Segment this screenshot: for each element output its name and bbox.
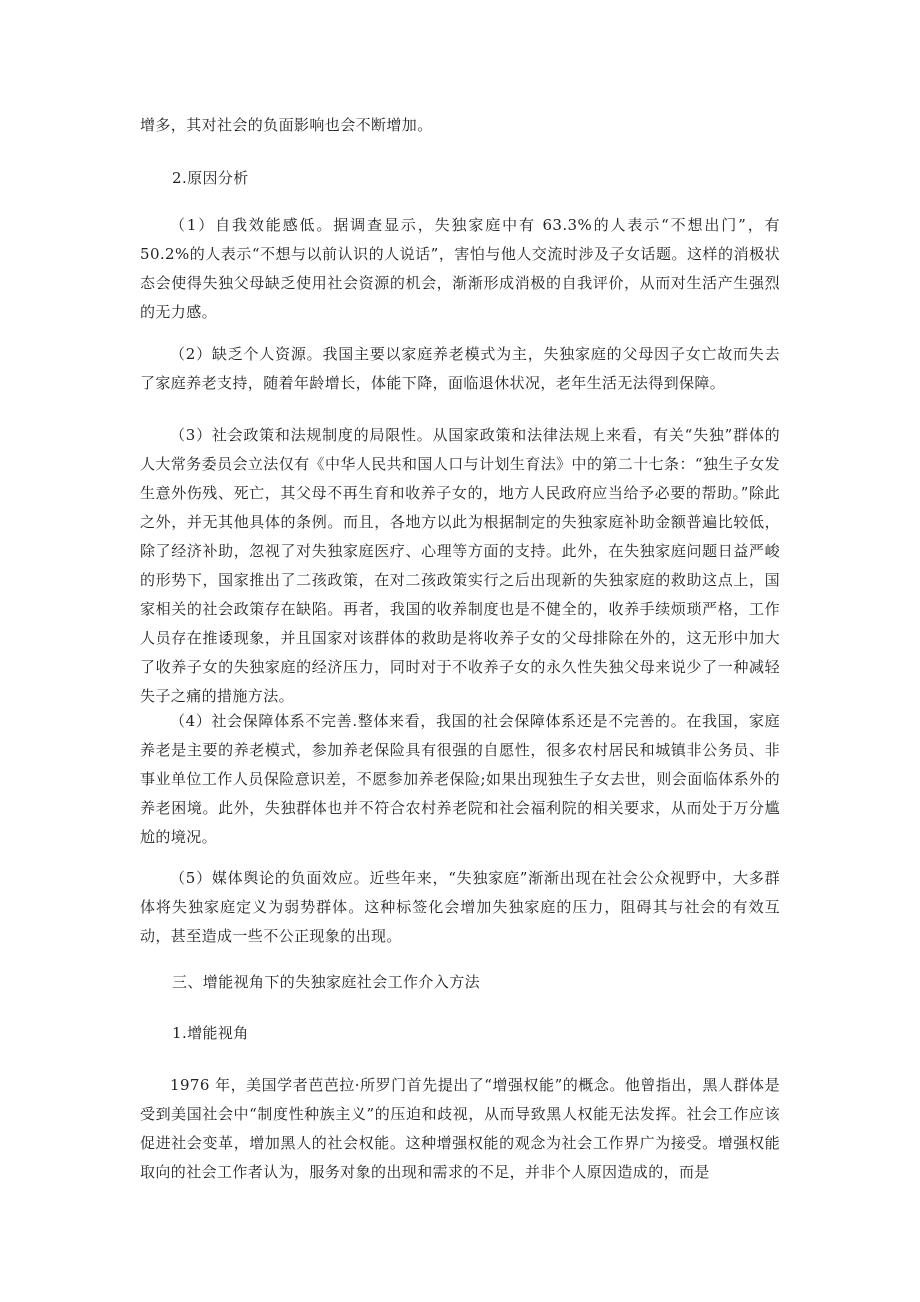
subheading-empowerment: 1.增能视角 xyxy=(172,1024,249,1042)
section-heading-causes: 2.原因分析 xyxy=(172,169,249,187)
paragraph-empowerment-concept: 1976 年，美国学者芭芭拉·所罗门首先提出了“增强权能”的概念。他曾指出，黑人群体是受到美国社会中“制度性种族主义”的压迫和歧视，从而导致黑人权能无法发挥。社会工作应该促进社会变革，增加黑人的社会权能。这种增强权能的观念为社会工作界广为接受。增强权能取向的社会工作者认为，服务对象的出现和需求的不足，并非个人原因造成的，而是 xyxy=(140,1076,780,1181)
paragraph-media-effect: （5）媒体舆论的负面效应。近些年来，“失独家庭”渐渐出现在社会公众视野中，大多群体将失独家庭定义为弱势群体。这种标签化会增加失独家庭的压力，阻碍其与社会的有效互动，甚至造成一些不公正现象的出现。 xyxy=(140,869,780,945)
section-heading-intervention: 三、增能视角下的失独家庭社会工作介入方法 xyxy=(172,973,481,991)
paragraph-policy-limitations: （3）社会政策和法规制度的局限性。从国家政策和法律法规上来看，有关“失独”群体的人大常务委员会立法仅有《中华人民共和国人口与计划生育法》中的第二十七条：“独生子女发生意外伤残、死亡，其父母不再生育和收养子女的，地方人民政府应当给予必要的帮助。”除此之外，并无其他具体的条例。而且，各地方以此为根据制定的失独家庭补助金额普遍比较低，除了经济补助，忽视了对失独家庭医疗、心理等方面的支持。此外，在失独家庭问题日益严峻的形势下，国家推出了二孩政策，在对二孩政策实行之后出现新的失独家庭的救助这点上，国家相关的社会政策存在缺陷。再者，我国的收养制度也是不健全的，收养手续烦琐严格，工作人员存在推诿现象，并且国家对该群体的救助是将收养子女的父母排除在外的，这无形中加大了收养子女的失独家庭的经济压力，同时对于不收养子女的永久性失独父母来说少了一种减轻失子之痛的措施方法。 xyxy=(140,426,780,705)
continuation-paragraph: 增多，其对社会的负面影响也会不断增加。 xyxy=(140,116,433,134)
paragraph-personal-resources: （2）缺乏个人资源。我国主要以家庭养老模式为主，失独家庭的父母因子女亡故而失去了家庭养老支持，随着年龄增长，体能下降，面临退休状况，老年生活无法得到保障。 xyxy=(140,345,780,392)
paragraph-self-efficacy: （1）自我效能感低。据调查显示，失独家庭中有 63.3%的人表示“不想出门”，有 50.2%的人表示“不想与以前认识的人说话”，害怕与他人交流时涉及子女话题。这样的消极状态会使得失独父母缺乏使用社会资源的机会，渐渐形成消极的自我评价，从而对生活产生强烈的无力感。 xyxy=(140,216,780,321)
paragraph-social-security: （4）社会保障体系不完善.整体来看，我国的社会保障体系还是不完善的。在我国，家庭养老是主要的养老模式，参加养老保险具有很强的自愿性，很多农村居民和城镇非公务员、非事业单位工作人员保险意识差，不愿参加养老保险;如果出现独生子女去世，则会面临体系外的养老困境。此外，失独群体也并不符合农村养老院和社会福利院的相关要求，从而处于万分尴尬的境况。 xyxy=(140,712,780,846)
